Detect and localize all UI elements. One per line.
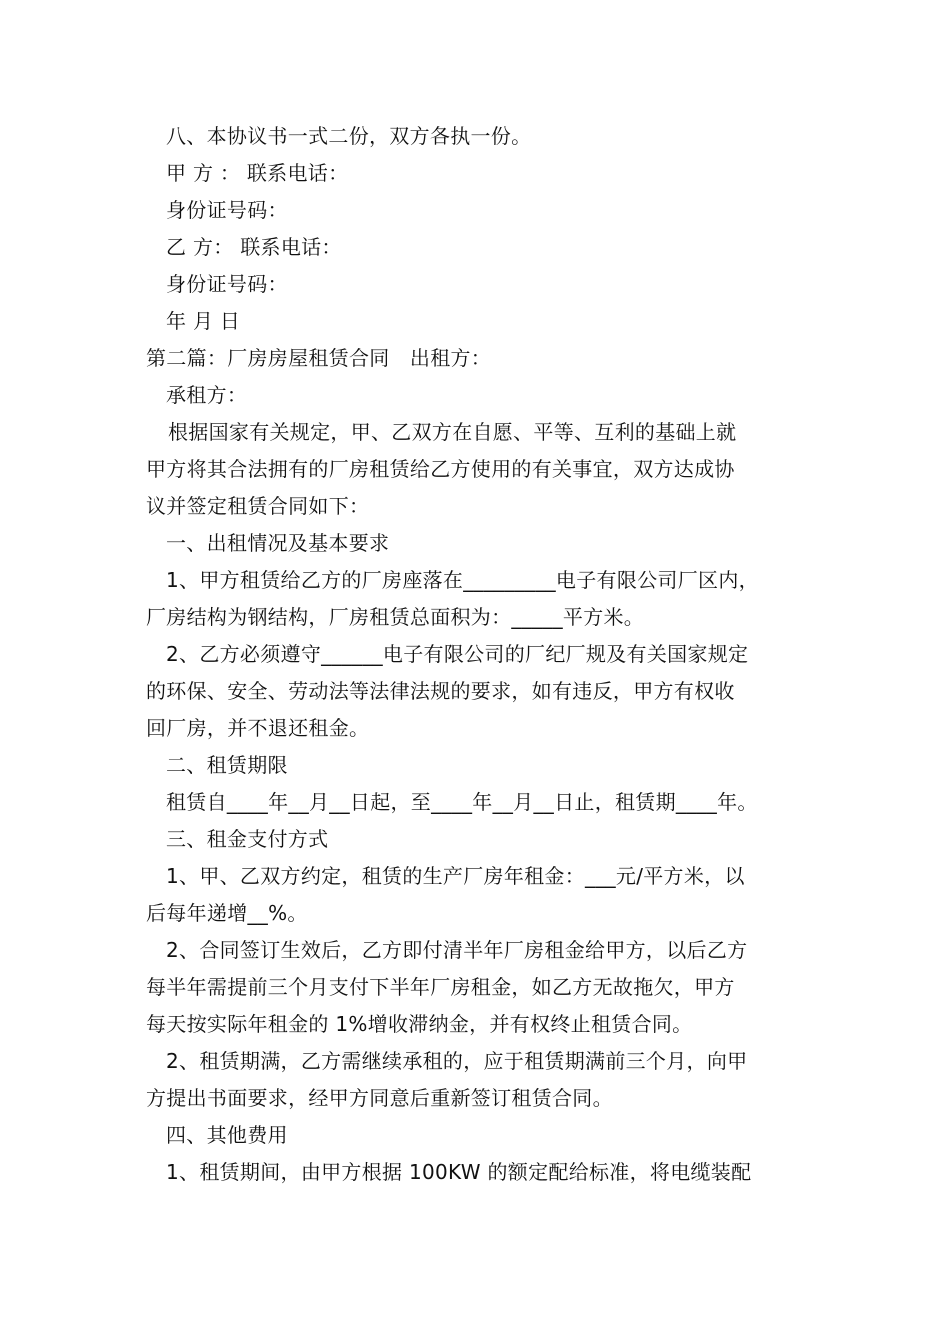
paragraph-line: 2、合同签订生效后，乙方即付清半年厂房租金给甲方，以后乙方 xyxy=(166,938,748,962)
party-b-phone: 乙 方： 联系电话： xyxy=(166,235,342,259)
paragraph-line: 租赁自____年__月__日起，至____年__月__日止，租赁期____年。 xyxy=(166,790,758,814)
document-page xyxy=(146,118,808,1191)
lessee-line: 承租方： xyxy=(166,383,248,407)
paragraph-line: 1、甲、乙双方约定，租赁的生产厂房年租金：___元/平方米，以 xyxy=(166,864,745,888)
section-title: 第二篇：厂房房屋租赁合同 出租方： xyxy=(146,346,492,370)
paragraph-line: 回厂房，并不退还租金。 xyxy=(146,716,370,740)
clause-eight: 八、本协议书一式二份，双方各执一份。 xyxy=(166,124,532,148)
heading-three: 三、租金支付方式 xyxy=(166,827,329,851)
party-a-phone: 甲 方 ： 联系电话： xyxy=(166,161,349,185)
paragraph-line: 每半年需提前三个月支付下半年厂房租金，如乙方无故拖欠，甲方 xyxy=(146,975,735,999)
heading-two: 二、租赁期限 xyxy=(166,753,288,777)
paragraph-line: 后每年递增__%。 xyxy=(146,901,308,925)
party-b-id: 身份证号码： xyxy=(166,272,288,296)
paragraph-line: 方提出书面要求，经甲方同意后重新签订租赁合同。 xyxy=(146,1086,613,1110)
date-line: 年 月 日 xyxy=(166,309,241,333)
paragraph-line: 的环保、安全、劳动法等法律法规的要求，如有违反，甲方有权收 xyxy=(146,679,735,703)
paragraph-line: 2、乙方必须遵守______电子有限公司的厂纪厂规及有关国家规定 xyxy=(166,642,749,666)
paragraph-line: 根据国家有关规定，甲、乙双方在自愿、平等、互利的基础上就 xyxy=(168,420,737,444)
paragraph-line: 厂房结构为钢结构，厂房租赁总面积为：_____平方米。 xyxy=(146,605,645,629)
party-a-id: 身份证号码： xyxy=(166,198,288,222)
paragraph-line: 甲方将其合法拥有的厂房租赁给乙方使用的有关事宜，双方达成协 xyxy=(146,457,735,481)
paragraph-line: 2、租赁期满，乙方需继续承租的，应于租赁期满前三个月，向甲 xyxy=(166,1049,748,1073)
paragraph-line: 议并签定租赁合同如下： xyxy=(146,494,370,518)
paragraph-line: 每天按实际年租金的 1%增收滞纳金，并有权终止租赁合同。 xyxy=(146,1012,693,1036)
paragraph-line: 1、租赁期间，由甲方根据 100KW 的额定配给标准，将电缆装配 xyxy=(166,1160,752,1184)
paragraph-line: 1、甲方租赁给乙方的厂房座落在_________电子有限公司厂区内， xyxy=(166,568,759,592)
heading-one: 一、出租情况及基本要求 xyxy=(166,531,390,555)
heading-four: 四、其他费用 xyxy=(166,1123,288,1147)
